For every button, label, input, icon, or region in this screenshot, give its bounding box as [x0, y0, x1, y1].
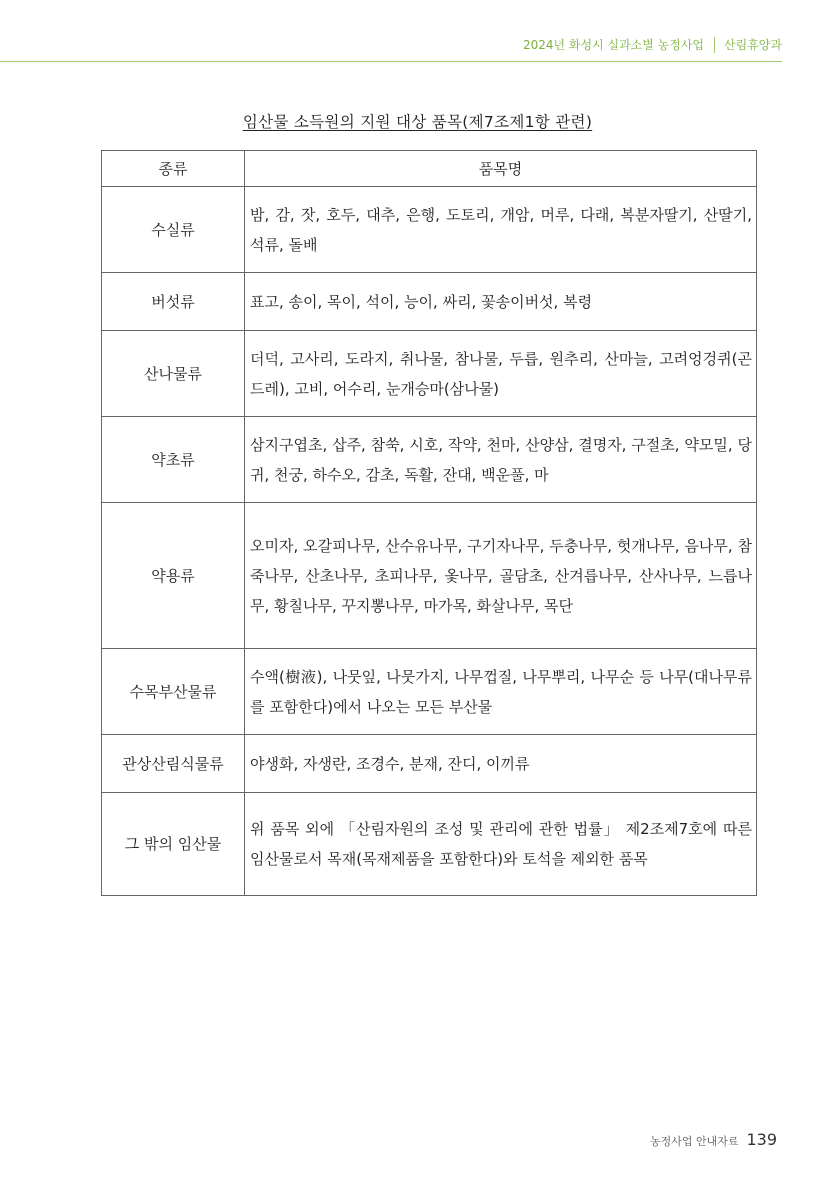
- row-items: 표고, 송이, 목이, 석이, 능이, 싸리, 꽃송이버섯, 복령: [245, 273, 757, 331]
- document-title: [0, 110, 835, 132]
- row-category: 약초류: [102, 417, 245, 503]
- row-category: 약용류: [102, 503, 245, 649]
- column-header-items: 품목명: [245, 151, 757, 187]
- support-items-table: [101, 150, 757, 896]
- table-row: [102, 331, 757, 417]
- page-number: 139: [746, 1130, 777, 1149]
- table-header-row: [102, 151, 757, 187]
- header-department: 산림휴양과: [724, 38, 782, 52]
- row-items: 오미자, 오갈피나무, 산수유나무, 구기자나무, 두충나무, 헛개나무, 음나무, 참죽나무, 산초나무, 초피나무, 옻나무, 골담초, 산겨릅나무, 산사나무, 느릅나무, 황칠나무, 꾸지뽕나무, 마가목, 화살나무, 목단: [245, 503, 757, 649]
- header-rule: [0, 61, 782, 62]
- table-row: [102, 649, 757, 735]
- table-row: [102, 793, 757, 896]
- row-category: 버섯류: [102, 273, 245, 331]
- page-footer: [650, 1130, 777, 1149]
- header-divider: [714, 37, 715, 53]
- row-category: 산나물류: [102, 331, 245, 417]
- header-text: [523, 36, 782, 53]
- table-row: [102, 735, 757, 793]
- row-items: 수액(樹液), 나뭇잎, 나뭇가지, 나무껍질, 나무뿌리, 나무순 등 나무(대나무류를 포함한다)에서 나오는 모든 부산물: [245, 649, 757, 735]
- column-header-category: 종류: [102, 151, 245, 187]
- table-row: [102, 187, 757, 273]
- page-header: [0, 30, 782, 62]
- row-category: 수실류: [102, 187, 245, 273]
- row-items: 밤, 감, 잣, 호두, 대추, 은행, 도토리, 개암, 머루, 다래, 복분자딸기, 산딸기, 석류, 돌배: [245, 187, 757, 273]
- row-category: 관상산림식물류: [102, 735, 245, 793]
- row-items: 위 품목 외에 「산림자원의 조성 및 관리에 관한 법률」 제2조제7호에 따른 임산물로서 목재(목재제품을 포함한다)와 토석을 제외한 품목: [245, 793, 757, 896]
- row-items: 삼지구엽초, 삽주, 참쑥, 시호, 작약, 천마, 산양삼, 결명자, 구절초, 약모밀, 당귀, 천궁, 하수오, 감초, 독활, 잔대, 백운풀, 마: [245, 417, 757, 503]
- table-row: [102, 273, 757, 331]
- row-category: 그 밖의 임산물: [102, 793, 245, 896]
- row-category: 수목부산물류: [102, 649, 245, 735]
- row-items: 야생화, 자생란, 조경수, 분재, 잔디, 이끼류: [245, 735, 757, 793]
- table-row: [102, 503, 757, 649]
- table-row: [102, 417, 757, 503]
- row-items: 더덕, 고사리, 도라지, 취나물, 참나물, 두릅, 원추리, 산마늘, 고려엉겅퀴(곤드레), 고비, 어수리, 눈개승마(삼나물): [245, 331, 757, 417]
- footer-label: 농정사업 안내자료: [649, 1135, 739, 1148]
- header-report-title: 2024년 화성시 실과소별 농정사업: [522, 38, 705, 52]
- document-title-text: 임산물 소득원의 지원 대상 품목(제7조제1항 관련): [242, 113, 593, 131]
